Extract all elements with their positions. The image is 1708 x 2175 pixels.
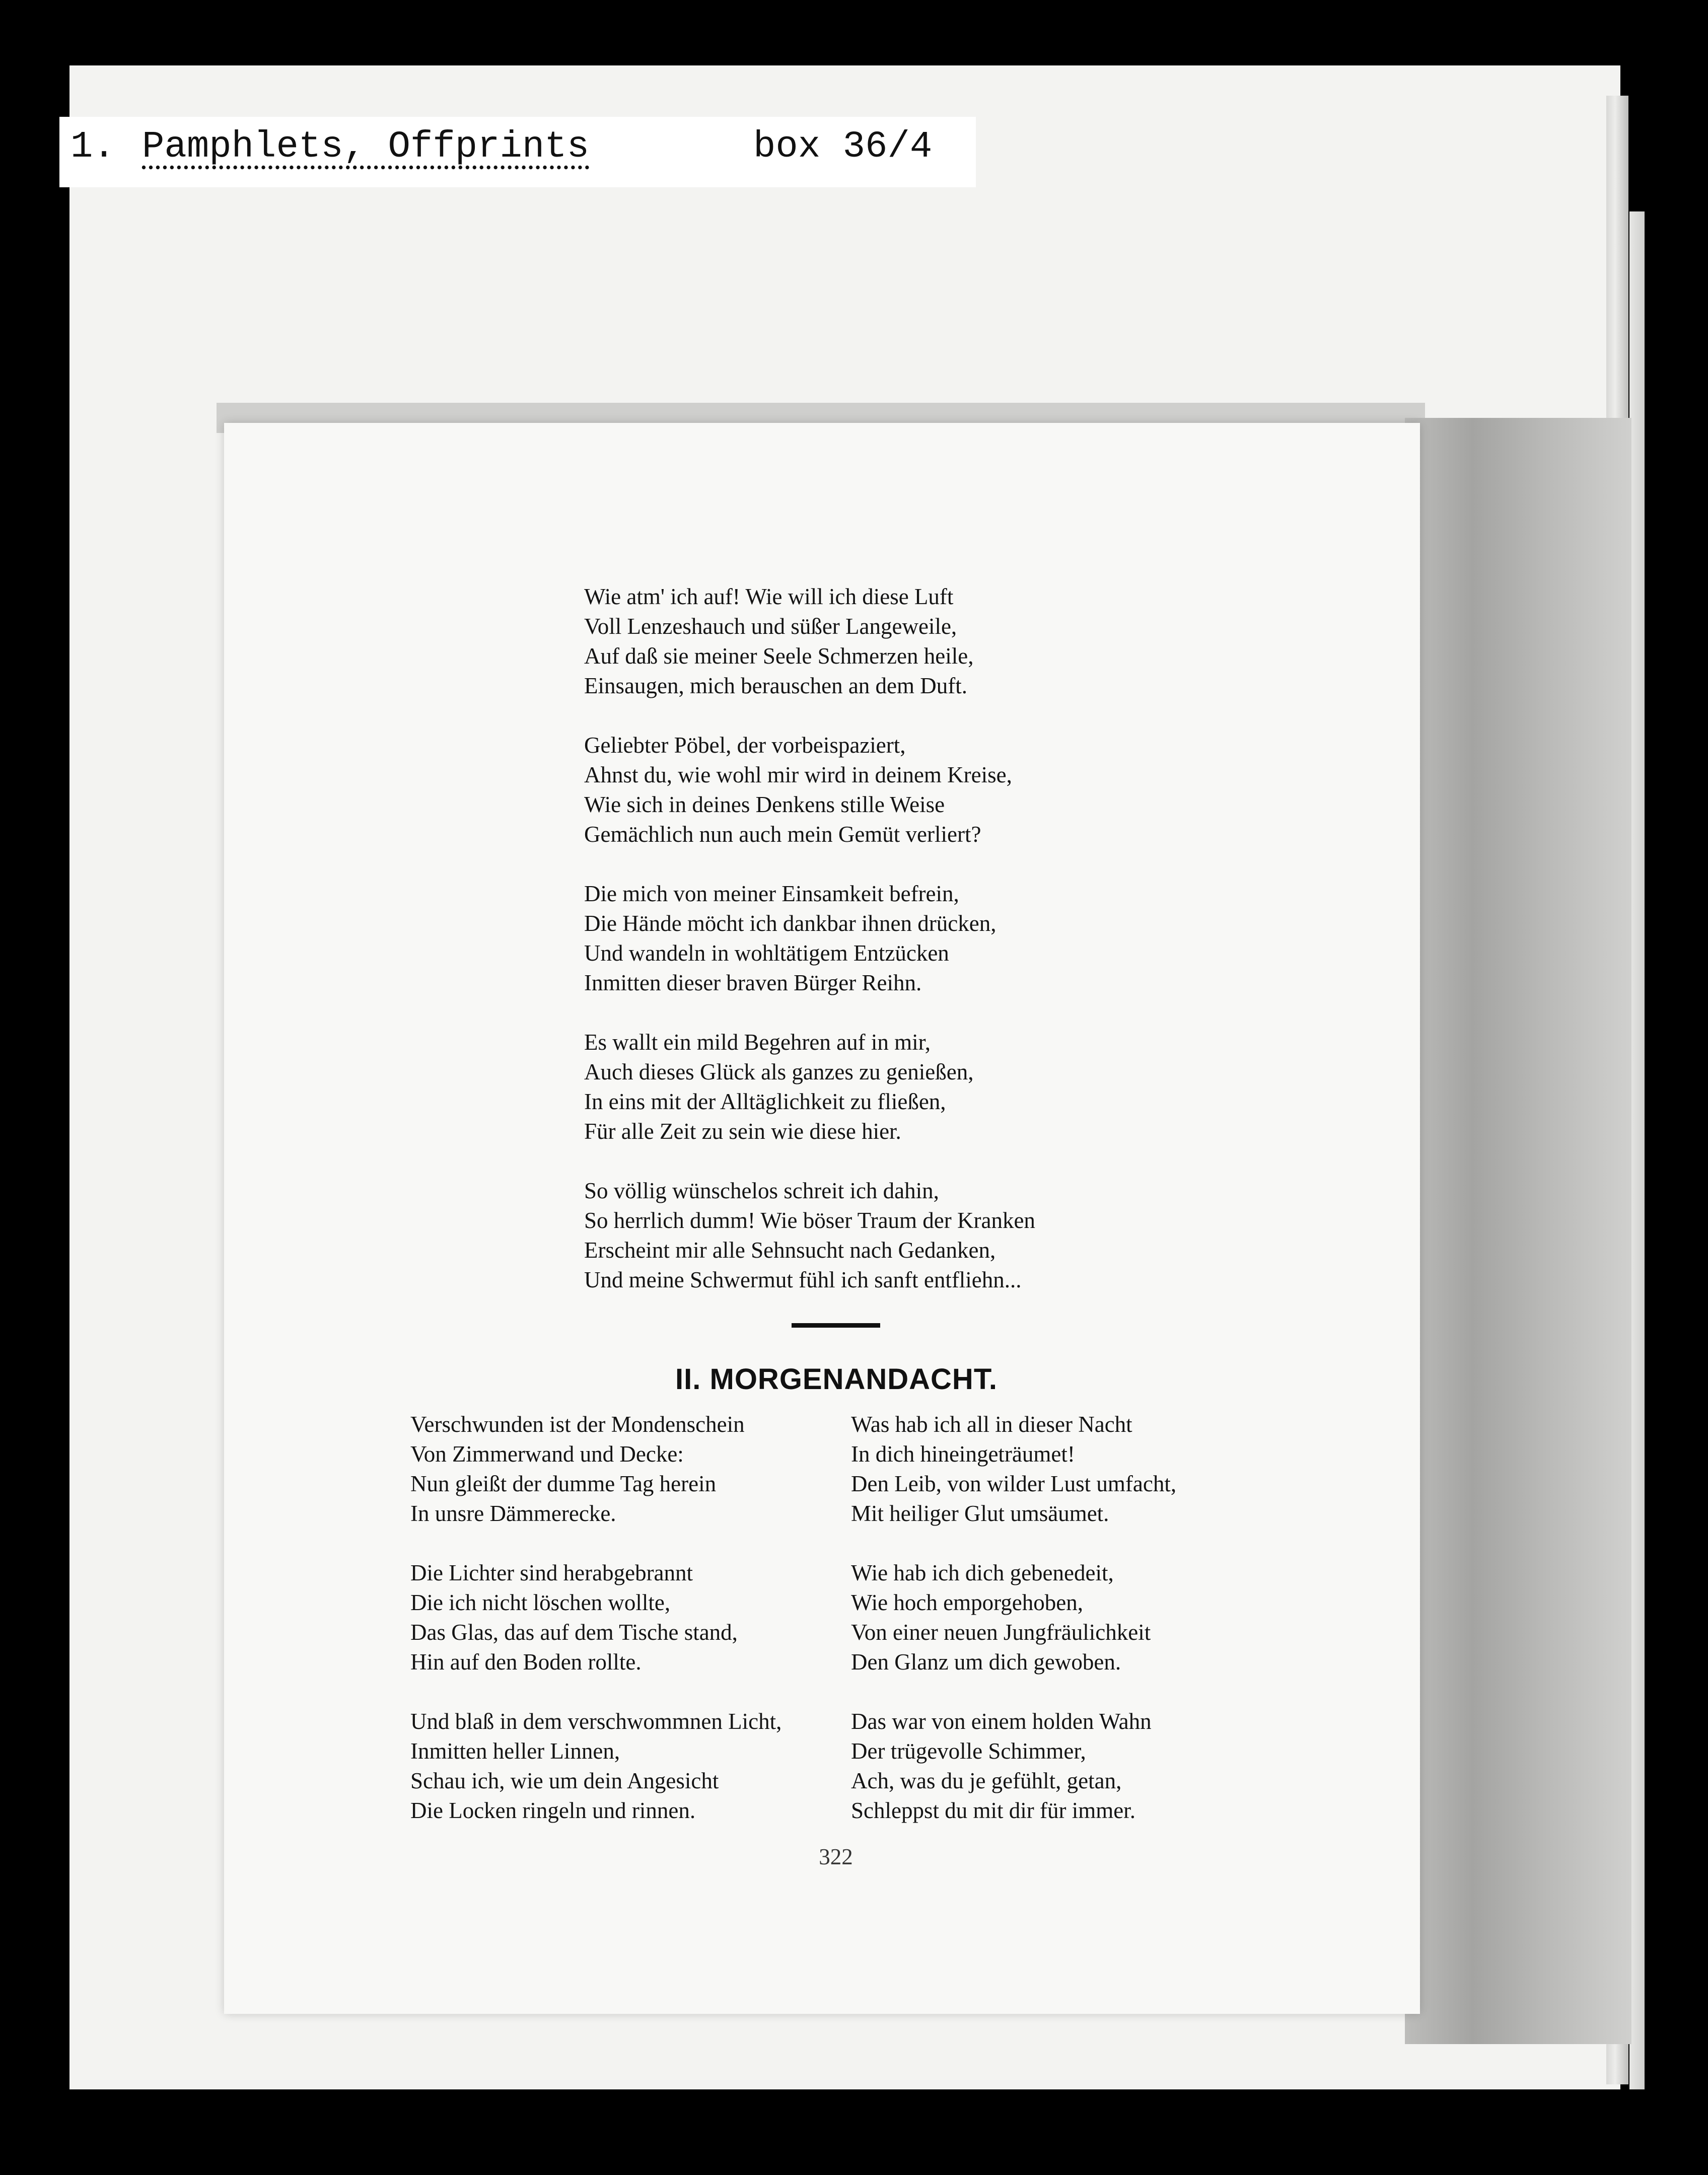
poem-line: Nun gleißt der dumme Tag herein [410,1471,717,1496]
poem-right-column [851,1410,1176,1855]
section-divider [792,1323,880,1328]
poem-line: Erscheint mir alle Sehnsucht nach Gedanken, [584,1238,996,1263]
stanza [410,1410,781,1529]
poem-line: Hin auf den Boden rollte. [410,1649,642,1675]
page-number: 322 [819,1844,853,1869]
poem-line: Von einer neuen Jungfräulichkeit [851,1620,1151,1645]
poem-line: Die mich von meiner Einsamkeit befrein, [584,881,959,906]
stanza [584,582,1035,701]
folder-edge-back [1629,211,1645,2089]
poem-line: Das war von einem holden Wahn [851,1709,1152,1734]
stanza [584,731,1035,849]
poem-line: Schleppst du mit dir für immer. [851,1798,1135,1823]
poem-line: Und blaß in dem verschwommnen Licht, [410,1709,782,1734]
poem-line: So völlig wünschelos schreit ich dahin, [584,1178,939,1203]
stanza [584,1028,1035,1146]
poem-line: Verschwunden ist der Mondenschein [410,1412,745,1437]
poem-line: Inmitten dieser braven Bürger Reihn. [584,970,922,995]
poem-line: Gemächlich nun auch mein Gemüt verliert? [584,822,981,847]
poem-line: Und wandeln in wohltätigem Entzücken [584,940,949,966]
poem-block [584,582,1035,1325]
poem-line: Wie hoch emporgehoben, [851,1590,1083,1615]
archive-label-number: 1. [70,126,115,168]
stanza [410,1707,781,1826]
poem-line: Von Zimmerwand und Decke: [410,1441,684,1467]
poem-line: Inmitten heller Linnen, [410,1738,620,1764]
poem-line: Es wallt ein mild Begehren auf in mir, [584,1030,931,1055]
poem-line: Wie hab ich dich gebenedeit, [851,1560,1114,1585]
poem-line: Auch dieses Glück als ganzes zu genießen, [584,1059,974,1084]
stanza [851,1707,1176,1826]
poem-line: Wie atm' ich auf! Wie will ich diese Luft [584,584,954,609]
poem-line: Wie sich in deines Denkens stille Weise [584,792,945,817]
poem-line: Den Leib, von wilder Lust umfacht, [851,1471,1177,1496]
poem-line: Ahnst du, wie wohl mir wird in deinem Kreise, [584,762,1012,787]
poem-line: Voll Lenzeshauch und süßer Langeweile, [584,614,957,639]
poem-line: Die Locken ringeln und rinnen. [410,1798,696,1823]
poem-line: Ach, was du je gefühlt, getan, [851,1768,1122,1793]
poem-line: Die Lichter sind herabgebrannt [410,1560,693,1585]
poem-line: Das Glas, das auf dem Tische stand, [410,1620,738,1645]
poem-line: Auf daß sie meiner Seele Schmerzen heile, [584,643,974,669]
stanza [851,1558,1176,1677]
poem-line: Der trügevolle Schimmer, [851,1738,1086,1764]
poem-line: Die Hände möcht ich dankbar ihnen drücken, [584,911,997,936]
poem-line: Mit heiliger Glut umsäumet. [851,1501,1109,1526]
poem-line: Den Glanz um dich gewoben. [851,1649,1121,1675]
poem-line: Was hab ich all in dieser Nacht [851,1412,1132,1437]
poem-line: Für alle Zeit zu sein wie diese hier. [584,1119,901,1144]
poem-line: Die ich nicht löschen wollte, [410,1590,671,1615]
stanza [851,1410,1176,1529]
poem-line: Geliebter Pöbel, der vorbeispaziert, [584,733,906,758]
poem-line: Und meine Schwermut fühl ich sanft entfliehn... [584,1267,1022,1292]
poem-line: In dich hineingeträumet! [851,1441,1075,1467]
stanza [584,879,1035,998]
poem-left-column [410,1410,781,1855]
archive-label-box: box 36/4 [753,126,933,168]
poem-line: Einsaugen, mich berauschen an dem Duft. [584,673,968,698]
section-title: II. MORGENANDACHT. [675,1363,998,1396]
mount-shadow-right [1405,418,1631,2044]
poem-line: Schau ich, wie um dein Angesicht [410,1768,719,1793]
stanza [410,1558,781,1677]
poem-line: In eins mit der Alltäglichkeit zu fließen, [584,1089,946,1114]
archive-label-title: Pamphlets, Offprints [142,126,590,168]
poem-line: In unsre Dämmerecke. [410,1501,616,1526]
poem-line: So herrlich dumm! Wie böser Traum der Kranken [584,1208,1035,1233]
stanza [584,1176,1035,1295]
